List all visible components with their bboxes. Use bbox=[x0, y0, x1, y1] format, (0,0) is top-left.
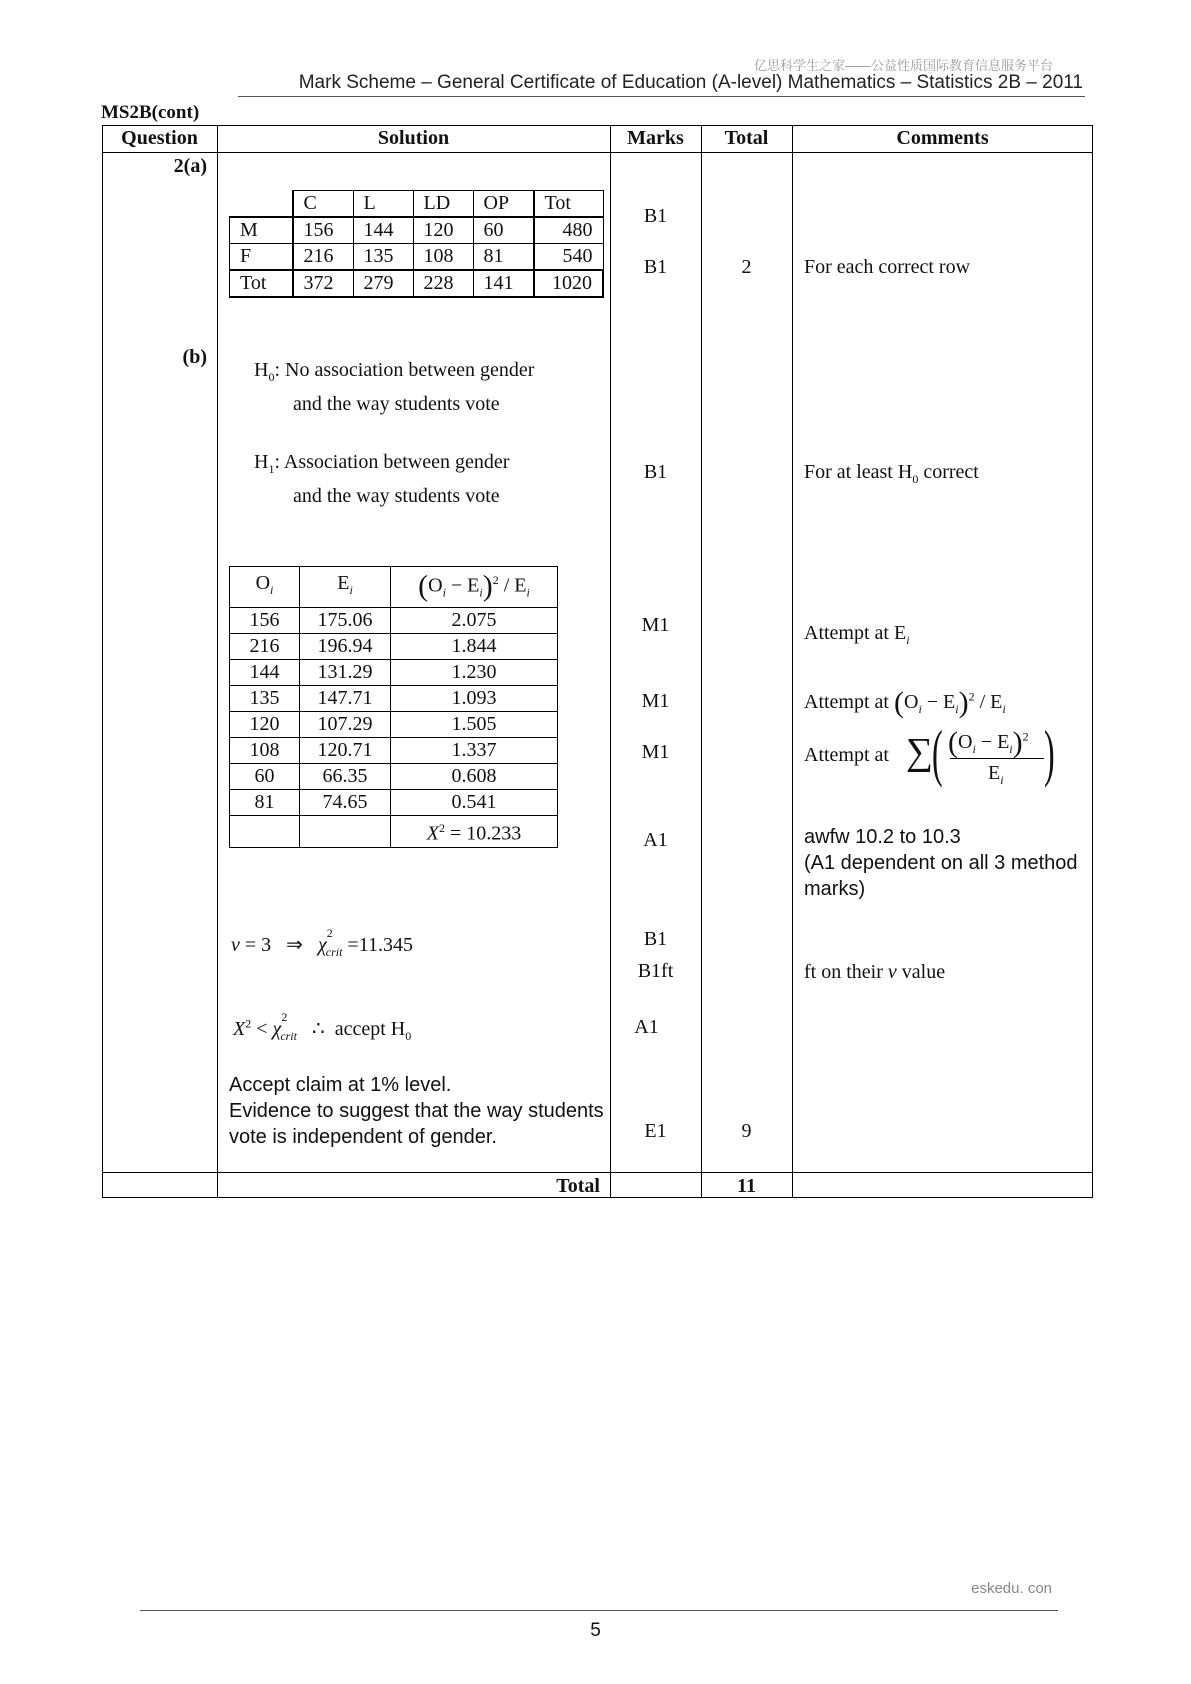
total-2a: 2 bbox=[741, 256, 752, 278]
table-cell: 1.337 bbox=[391, 738, 558, 764]
sum-numerator: $(O_i - E_i)^2$ bbox=[948, 726, 1029, 759]
alt-hypothesis-cont: and the way students vote bbox=[293, 485, 500, 507]
chi-squared-table bbox=[229, 566, 558, 848]
table-cell: 135 bbox=[230, 686, 300, 712]
comment-attempt-square: Attempt at $(O_i - E_i)^2 / E_i$ bbox=[804, 686, 1006, 719]
table-cell: 144 bbox=[353, 217, 413, 244]
table-cell: 107.29 bbox=[300, 712, 391, 738]
comparison-line: $X^2 < \chi^2_{crit}$ ∴ accept $H_0$ bbox=[233, 1010, 412, 1043]
table-row bbox=[230, 790, 558, 816]
table-cell: 60 bbox=[473, 217, 534, 244]
table-cell: 372 bbox=[293, 270, 354, 297]
table-row bbox=[230, 816, 558, 848]
fraction-bar bbox=[950, 758, 1044, 759]
column-divider bbox=[792, 125, 793, 1198]
comment-2a: For each correct row bbox=[804, 256, 971, 278]
table-cell: Tot bbox=[534, 191, 604, 218]
comment-text: Attempt at bbox=[804, 622, 889, 644]
comment-text: ft on their bbox=[804, 961, 883, 983]
table-cell: 141 bbox=[473, 270, 534, 297]
table-row bbox=[230, 738, 558, 764]
table-cell: 1020 bbox=[534, 270, 604, 297]
comment-text: For at least bbox=[804, 461, 893, 483]
table-cell: 1.844 bbox=[391, 634, 558, 660]
chi-total-cell: $X^2 = 10.233$ bbox=[391, 816, 558, 848]
degrees-of-freedom-line: v = 3 ⇒ $\chi^2_{crit} =11.345$ bbox=[231, 926, 413, 959]
right-paren: ) bbox=[1044, 717, 1055, 788]
table-row bbox=[230, 608, 558, 634]
mark-e1: E1 bbox=[644, 1120, 667, 1142]
left-paren: ( bbox=[932, 717, 943, 788]
comment-attempt-ei: Attempt at $E_i$ bbox=[804, 622, 910, 647]
h1-symbol: H bbox=[254, 451, 269, 473]
table-cell: 0.541 bbox=[391, 790, 558, 816]
comment-ft: ft on their v value bbox=[804, 961, 946, 983]
sigma-symbol: ∑ bbox=[906, 731, 934, 773]
nu-value: = 3 bbox=[244, 934, 272, 956]
footer-url: eskedu. con bbox=[971, 1580, 1052, 1597]
table-cell: 1.505 bbox=[391, 712, 558, 738]
running-header: Mark Scheme – General Certificate of Education (A-level) Mathematics – Statistics 2B – 2011 bbox=[298, 72, 1083, 93]
conclusion-line-2: Evidence to suggest that the way students bbox=[229, 1100, 604, 1122]
section-label: MS2B(cont) bbox=[101, 102, 200, 123]
total-2b: 9 bbox=[741, 1120, 752, 1142]
table-cell: 156 bbox=[230, 608, 300, 634]
table-cell bbox=[300, 816, 391, 848]
table-cell: 279 bbox=[353, 270, 413, 297]
table-cell: 108 bbox=[413, 244, 473, 271]
table-row bbox=[230, 567, 558, 608]
column-divider bbox=[217, 125, 218, 1198]
table-row bbox=[230, 270, 604, 297]
watermark-text: 亿思科学生之家——公益性质国际教育信息服务平台 bbox=[753, 58, 1053, 73]
table-cell: 66.35 bbox=[300, 764, 391, 790]
table-cell: Tot bbox=[230, 270, 293, 297]
table-cell bbox=[230, 816, 300, 848]
table-cell: 144 bbox=[230, 660, 300, 686]
table-cell: 1.093 bbox=[391, 686, 558, 712]
table-cell: 81 bbox=[473, 244, 534, 271]
table-cell: 480 bbox=[534, 217, 604, 244]
comment-text: Attempt at bbox=[804, 691, 889, 713]
table-cell: OP bbox=[473, 191, 534, 218]
header-contribution: $(O_i - E_i)^2 / E_i$ bbox=[391, 567, 558, 608]
table-cell bbox=[230, 191, 293, 218]
chi-total-value: = 10.233 bbox=[449, 822, 522, 845]
table-cell: 135 bbox=[353, 244, 413, 271]
comment-awfw: awfw 10.2 to 10.3 bbox=[804, 826, 961, 848]
table-row bbox=[230, 660, 558, 686]
table-cell: 131.29 bbox=[300, 660, 391, 686]
table-cell: 156 bbox=[293, 217, 354, 244]
comment-hypothesis: For at least $H_0$ correct bbox=[804, 461, 979, 486]
table-row bbox=[230, 191, 604, 218]
col-header-question: Question bbox=[121, 127, 198, 149]
mark-a1: A1 bbox=[643, 829, 668, 851]
table-row bbox=[230, 634, 558, 660]
mark-m1: M1 bbox=[641, 614, 670, 636]
col-header-marks: Marks bbox=[627, 127, 684, 149]
h1-text: : Association between gender bbox=[274, 451, 510, 473]
accept-text: accept bbox=[334, 1018, 386, 1040]
col-header-total: Total bbox=[724, 127, 769, 149]
comment-text-end: correct bbox=[923, 461, 979, 483]
grand-total: 11 bbox=[737, 1175, 756, 1197]
table-cell: 175.06 bbox=[300, 608, 391, 634]
total-label: Total bbox=[556, 1175, 600, 1197]
mark-b1: B1 bbox=[643, 928, 668, 950]
mark-b1: B1 bbox=[643, 256, 668, 278]
table-cell: 0.608 bbox=[391, 764, 558, 790]
table-cell: 540 bbox=[534, 244, 604, 271]
alt-hypothesis bbox=[254, 451, 509, 477]
comment-text-end: value bbox=[901, 961, 946, 983]
conclusion-line-3: vote is independent of gender. bbox=[229, 1126, 497, 1148]
question-label-2a: 2(a) bbox=[173, 155, 207, 177]
comment-dependency: (A1 dependent on all 3 method bbox=[804, 852, 1078, 874]
table-cell: 74.65 bbox=[300, 790, 391, 816]
total-divider bbox=[102, 1172, 1093, 1173]
h0-subscript: 0 bbox=[268, 370, 275, 384]
table-cell: 196.94 bbox=[300, 634, 391, 660]
header-oi: $O_i$ bbox=[230, 567, 300, 608]
conclusion-line-1: Accept claim at 1% level. bbox=[229, 1074, 452, 1096]
table-row bbox=[230, 686, 558, 712]
page-number: 5 bbox=[590, 1620, 601, 1641]
sum-denominator: $E_i$ bbox=[988, 762, 1004, 787]
table-cell: 2.075 bbox=[391, 608, 558, 634]
header-divider bbox=[102, 152, 1093, 153]
table-cell: 108 bbox=[230, 738, 300, 764]
col-header-solution: Solution bbox=[377, 127, 450, 149]
table-cell: 120.71 bbox=[300, 738, 391, 764]
header-ei: $E_i$ bbox=[300, 567, 391, 608]
h1-subscript: 1 bbox=[268, 462, 275, 476]
footer-rule bbox=[140, 1610, 1058, 1611]
mark-m1: M1 bbox=[641, 690, 670, 712]
table-cell: L bbox=[353, 191, 413, 218]
comment-dependency-cont: marks) bbox=[804, 878, 866, 900]
table-cell: 120 bbox=[230, 712, 300, 738]
mark-b1: B1 bbox=[643, 205, 668, 227]
table-cell: 228 bbox=[413, 270, 473, 297]
table-row bbox=[230, 244, 604, 271]
mark-a1: A1 bbox=[634, 1016, 659, 1038]
mark-b1ft: B1ft bbox=[637, 960, 674, 982]
mark-m1: M1 bbox=[641, 741, 670, 763]
table-cell: 120 bbox=[413, 217, 473, 244]
null-hypothesis bbox=[254, 359, 534, 385]
table-cell: 60 bbox=[230, 764, 300, 790]
table-cell: F bbox=[230, 244, 293, 271]
column-divider bbox=[701, 125, 702, 1198]
header-rule bbox=[238, 96, 1085, 97]
table-cell: 147.71 bbox=[300, 686, 391, 712]
table-cell: 216 bbox=[293, 244, 354, 271]
table-cell: M bbox=[230, 217, 293, 244]
table-row bbox=[230, 217, 604, 244]
table-cell: 1.230 bbox=[391, 660, 558, 686]
contingency-table bbox=[229, 190, 604, 298]
critical-value: =11.345 bbox=[347, 934, 413, 956]
table-cell: 81 bbox=[230, 790, 300, 816]
table-cell: C bbox=[293, 191, 354, 218]
question-label-2b: (b) bbox=[182, 346, 207, 368]
mark-hypothesis: B1 bbox=[643, 461, 668, 483]
comment-attempt-sum: Attempt at bbox=[804, 744, 889, 766]
table-row bbox=[230, 764, 558, 790]
table-row bbox=[230, 712, 558, 738]
sum-formula bbox=[906, 717, 1056, 794]
h0-text: : No association between gender bbox=[274, 359, 535, 381]
col-header-comments: Comments bbox=[896, 127, 989, 149]
table-cell: LD bbox=[413, 191, 473, 218]
null-hypothesis-cont: and the way students vote bbox=[293, 393, 500, 415]
h0-symbol: H bbox=[254, 359, 269, 381]
table-cell: 216 bbox=[230, 634, 300, 660]
